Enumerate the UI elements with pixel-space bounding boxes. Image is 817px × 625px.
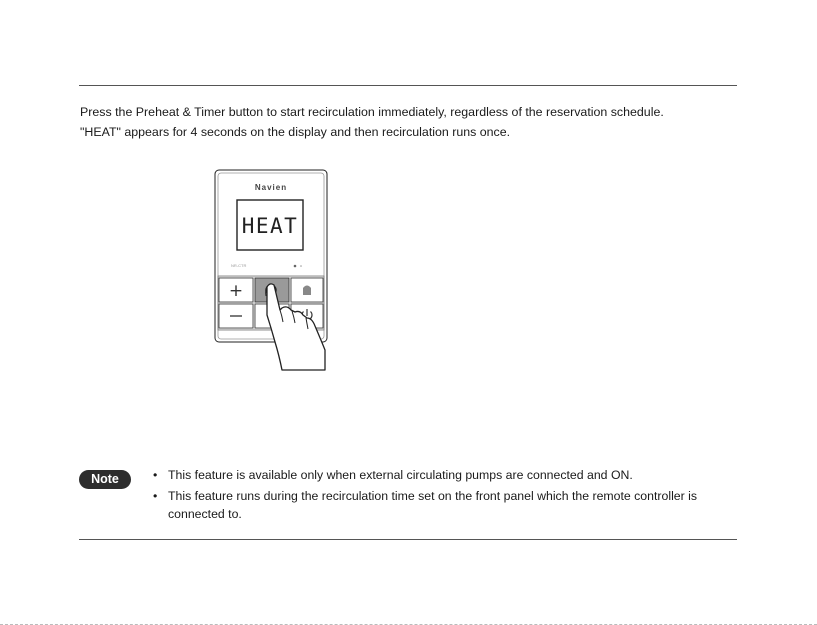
remote-controller-illustration	[205, 160, 355, 375]
note-text: This feature is available only when external circulating pumps are connected and ON.	[168, 468, 633, 482]
note-item	[150, 487, 740, 523]
bullet: •	[153, 489, 158, 503]
instruction-line-1: Press the Preheat & Timer button to start recirculation immediately, regardless of the reservation schedule.	[80, 105, 664, 119]
top-divider	[79, 85, 737, 86]
brand-logo: Navien	[254, 183, 288, 192]
status-led	[294, 265, 297, 268]
instructions	[80, 102, 760, 142]
instruction-line-2: "HEAT" appears for 4 seconds on the display and then recirculation runs once.	[80, 125, 511, 139]
note-list	[150, 466, 740, 526]
remote-controller-drawing	[205, 160, 355, 375]
note-badge: Note	[79, 470, 131, 489]
bottom-divider	[79, 539, 737, 540]
model-label: NR-CTR	[231, 263, 247, 268]
lcd-display-text: HEAT	[241, 214, 299, 238]
bell-icon	[303, 286, 311, 296]
bullet: •	[153, 468, 158, 482]
note-text: This feature runs during the recirculation time set on the front panel which the remote controller is connected to.	[168, 489, 698, 521]
plus-icon: +	[228, 281, 244, 301]
note-item	[150, 466, 740, 484]
